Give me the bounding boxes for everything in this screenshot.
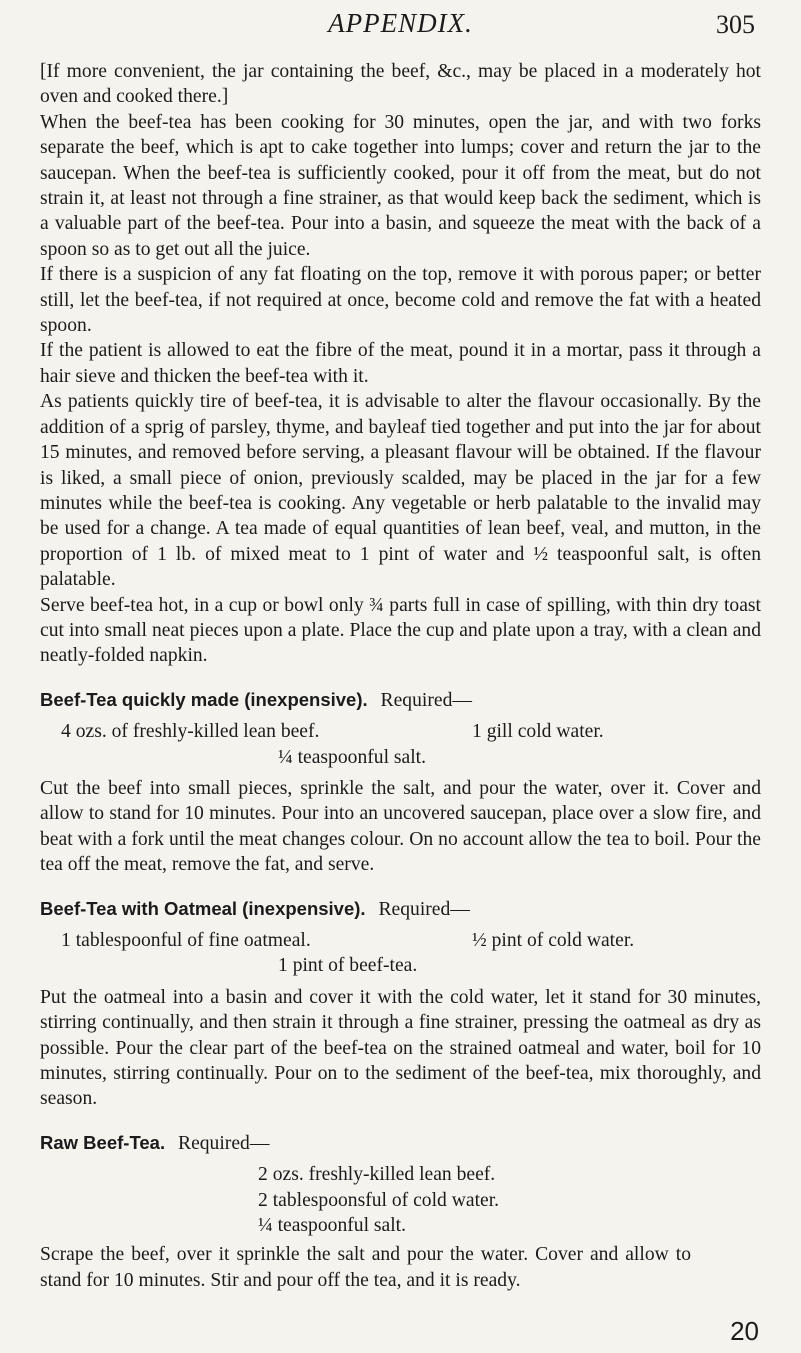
ingredient-list <box>40 1162 761 1238</box>
intro-paragraph: When the beef-tea has been cooking for 30 minutes, open the jar, and with two forks separate the beef, which is apt to cake together into lumps; cover and return the jar to the saucepan. When the beef-tea is sufficiently cooked, pour it off from the meat, but do not strain it, at least not through a fine strainer, as that would keep back the sediment, which is a valuable part of the beef-tea. Pour into a basin, and squeeze the meat with the back of a spoon so as to get out all the juice. <box>40 111 761 260</box>
required-label: Required— <box>380 689 472 711</box>
ingredient: 2 ozs. freshly-killed lean beef. <box>258 1164 496 1186</box>
recipe-method: Put the oatmeal into a basin and cover it with the cold water, let it stand for 30 minutes, stirring continually, and then strain it through a fine strainer, pressing the oatmeal as dry as possible. Pour the clear part of the beef-tea on the strained oatmeal and water, boil for 10 minutes, stirring continually. Pour on to the sediment of the beef-tea, mix thoroughly, and season. <box>40 986 761 1110</box>
intro-paragraph: If the patient is allowed to eat the fibre of the meat, pound it in a mortar, pass it through a hair sieve and thicken the beef-tea with it. <box>40 340 761 387</box>
recipe-method: Scrape the beef, over it sprinkle the salt and pour the water. Cover and allow to stand for 10 minutes. Stir and pour off the tea, and it is ready. <box>40 1244 691 1291</box>
intro-paragraph: Serve beef-tea hot, in a cup or bowl only ¾ parts full in case of spilling, with thin dry toast cut into small neat pieces upon a plate. Place the cup and plate upon a tray, with a clean and neatly-folded napkin. <box>40 594 761 667</box>
intro-paragraph: [If more convenient, the jar containing the beef, &c., may be placed in a moderately hot oven and cooked there.] <box>40 61 761 108</box>
recipe-heading <box>40 687 761 713</box>
ingredient: ½ pint of cold water. <box>472 930 635 951</box>
recipe-title: Beef-Tea quickly made (inexpensive). <box>40 688 368 710</box>
ingredient: 2 tablespoonsful of cold water. <box>258 1189 500 1211</box>
ingredient-row <box>40 928 761 953</box>
recipe-heading <box>40 896 761 922</box>
signature-number: 20 <box>730 1316 759 1346</box>
page-number: 305 <box>716 10 755 39</box>
ingredient-row <box>40 745 761 770</box>
recipe-title: Raw Beef-Tea. <box>40 1131 166 1153</box>
intro-paragraph: As patients quickly tire of beef-tea, it is advisable to alter the flavour occasionally. By the addition of a sprig of parsley, thyme, and bayleaf tied together and put into the jar for about 15 minutes, and removed before serving, a pleasant flavour will be obtained. If the flavour is liked, a small piece of onion, previously scalded, may be placed in the jar for a few minutes while the beef-tea is cooking. Any vegetable or herb palatable to the invalid may be used for a change. A tea made of equal quantities of lean beef, veal, and mutton, in the proportion of 1 lb. of mixed meat to 1 pint of water and ½ teaspoonful salt, is often palatable. <box>40 391 761 591</box>
recipe-title: Beef-Tea with Oatmeal (inexpensive). <box>40 897 366 919</box>
ingredient: 1 pint of beef-tea. <box>278 955 418 977</box>
ingredient: 1 gill cold water. <box>472 721 604 743</box>
ingredient-row <box>40 719 761 744</box>
ingredient: ¼ teaspoonful salt. <box>278 746 427 768</box>
required-label: Required— <box>378 898 470 920</box>
ingredient: 1 tablespoonful of fine oatmeal. <box>61 930 311 951</box>
ingredient-row <box>40 953 761 978</box>
ingredient: ¼ teaspoonful salt. <box>258 1215 407 1237</box>
recipe-method: Cut the beef into small pieces, sprinkle the salt, and pour the water, over it. Cover and allow to stand for 10 minutes. Pour into an uncovered saucepan, place over a slow fire, and beat with a fork until the meat changes colour. On no account allow the tea to boil. Pour the tea off the meat, remove the fat, and serve. <box>40 777 761 876</box>
ingredient: 4 ozs. of freshly-killed lean beef. <box>61 721 320 743</box>
running-head <box>40 6 761 46</box>
required-label: Required— <box>178 1132 270 1154</box>
recipe-heading <box>40 1130 761 1156</box>
running-title: APPENDIX. <box>328 8 473 38</box>
intro-paragraph: If there is a suspicion of any fat floating on the top, remove it with porous paper; or better still, let the beef-tea, if not required at once, become cold and remove the fat with a heated spoon. <box>40 264 761 337</box>
